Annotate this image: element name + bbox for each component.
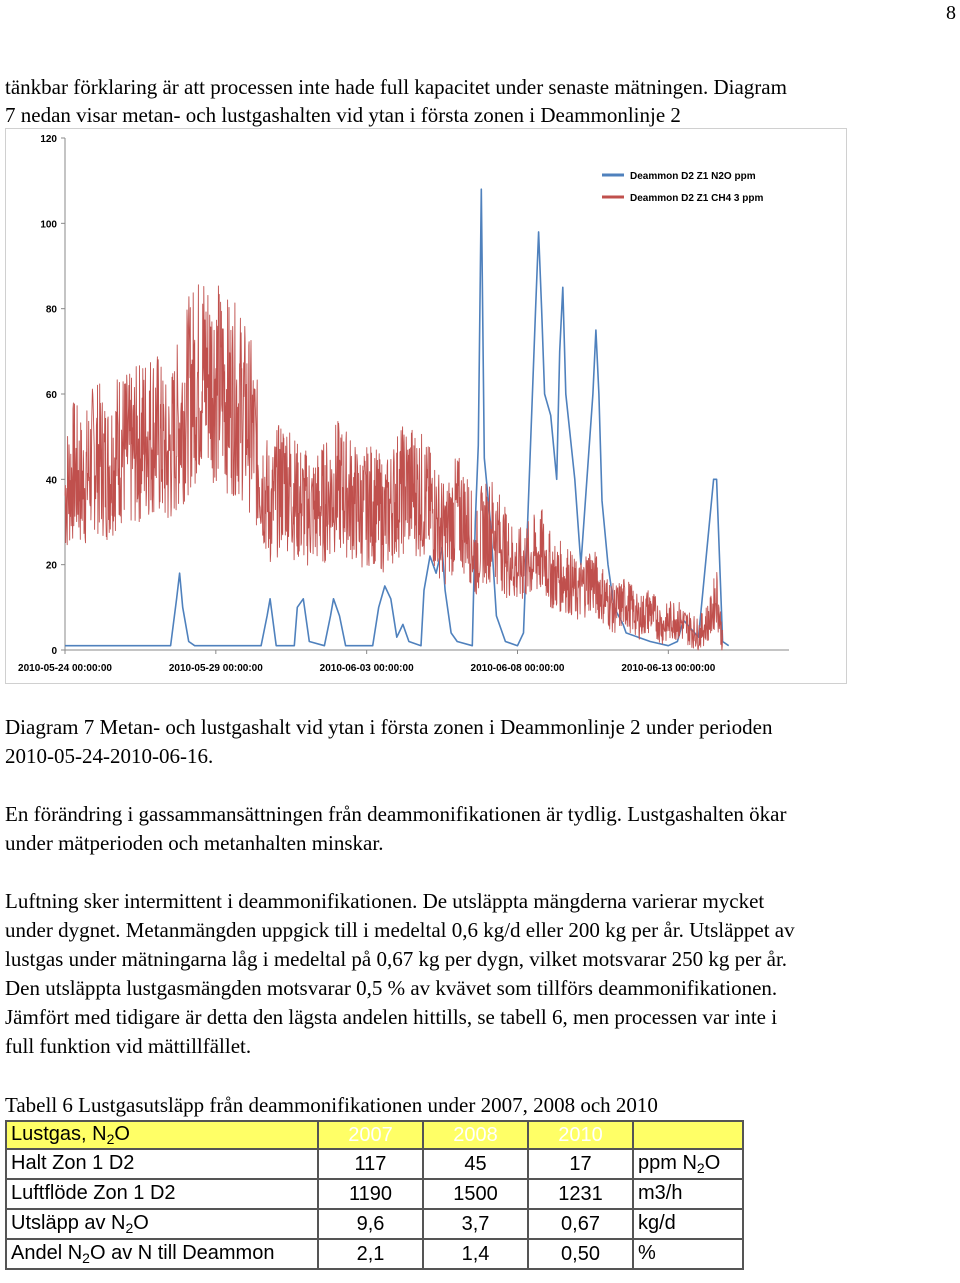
paragraph2-line-2: under dygnet. Metanmängden uppgick till i medeltal 0,6 kg/d eller 200 kg per år. Utsläppet av bbox=[5, 918, 795, 942]
legend-label: Deammon D2 Z1 CH4 3 ppm bbox=[630, 193, 764, 204]
x-tick-label: 2010-06-03 00:00:00 bbox=[319, 663, 414, 674]
cell-unit bbox=[633, 1149, 743, 1179]
header-label bbox=[6, 1121, 318, 1149]
header-label-sub: 2 bbox=[106, 1131, 115, 1147]
legend-label: Deammon D2 Z1 N2O ppm bbox=[630, 171, 756, 182]
cell-2008: 3,7 bbox=[423, 1209, 528, 1239]
row-label-sub: 2 bbox=[125, 1220, 134, 1236]
x-tick-label: 2010-06-13 00:00:00 bbox=[621, 663, 716, 674]
series-line bbox=[65, 285, 723, 650]
y-tick-label: 20 bbox=[45, 560, 57, 572]
y-tick-label: 0 bbox=[51, 646, 57, 657]
cell-2008: 1500 bbox=[423, 1179, 528, 1209]
x-tick-label: 2010-05-24 00:00:00 bbox=[18, 663, 112, 674]
caption-line-2: 2010-05-24-2010-06-16. bbox=[5, 744, 214, 768]
paragraph1-line-2: under mätperioden och metanhalten minskar. bbox=[5, 831, 384, 855]
methane-nitrous-oxide-chart bbox=[5, 128, 847, 684]
table-caption: Tabell 6 Lustgasutsläpp från deammonifikationen under 2007, 2008 och 2010 bbox=[5, 1093, 658, 1117]
table-header-row bbox=[6, 1121, 743, 1149]
y-tick-label: 80 bbox=[45, 304, 57, 316]
unit-post: O bbox=[704, 1152, 721, 1174]
unit-text: kg/d bbox=[638, 1212, 676, 1234]
row-label bbox=[6, 1239, 318, 1269]
row-label-text: Utsläpp av N bbox=[11, 1212, 126, 1234]
header-label-text: Lustgas, N bbox=[11, 1123, 107, 1145]
cell-2007: 1190 bbox=[318, 1179, 423, 1209]
paragraph2-line-6: full funktion vid mättillfället. bbox=[5, 1034, 252, 1058]
intro-line-1: tänkbar förklaring är att processen inte hade full kapacitet under senaste mätningen. Diagram bbox=[5, 75, 787, 99]
row-label bbox=[6, 1209, 318, 1239]
row-label-text: Luftflöde Zon 1 D2 bbox=[11, 1182, 176, 1204]
y-tick-label: 60 bbox=[45, 390, 57, 401]
cell-2010: 0,50 bbox=[528, 1239, 633, 1269]
paragraph2-line-1: Luftning sker intermittent i deammonifikationen. De utsläppta mängderna varierar mycket bbox=[5, 889, 765, 913]
row-label-text: Andel N bbox=[11, 1242, 83, 1264]
y-tick-label: 120 bbox=[40, 134, 57, 145]
cell-unit bbox=[633, 1209, 743, 1239]
y-tick-label: 40 bbox=[45, 475, 57, 487]
cell-2010: 0,67 bbox=[528, 1209, 633, 1239]
paragraph2-line-3: lustgas under mätningarna låg i medeltal på 0,67 kg per dygn, vilket motsvarar 250 kg per år. bbox=[5, 947, 788, 971]
header-year-2008: 2008 bbox=[423, 1121, 528, 1149]
unit-text: ppm N bbox=[638, 1152, 697, 1174]
nitrous-oxide-emission-table bbox=[5, 1120, 744, 1270]
cell-2007: 2,1 bbox=[318, 1239, 423, 1269]
table-row bbox=[6, 1239, 743, 1269]
x-tick-label: 2010-05-29 00:00:00 bbox=[168, 663, 263, 674]
cell-2010: 1231 bbox=[528, 1179, 633, 1209]
cell-2007: 9,6 bbox=[318, 1209, 423, 1239]
paragraph2-line-4: Den utsläppta lustgasmängden motsvarar 0,5 % av kvävet som tillförs deammonifikationen. bbox=[5, 976, 778, 1000]
row-label bbox=[6, 1149, 318, 1179]
x-tick-label: 2010-06-08 00:00:00 bbox=[470, 663, 565, 674]
row-label-sub: 2 bbox=[82, 1250, 90, 1266]
caption-line-1: Diagram 7 Metan- och lustgashalt vid ytan i första zonen i Deammonlinje 2 under perioden bbox=[5, 715, 773, 739]
row-label-text: Halt Zon 1 D2 bbox=[11, 1152, 135, 1174]
page-number: 8 bbox=[946, 2, 956, 24]
header-year-2007: 2007 bbox=[318, 1121, 423, 1149]
cell-2007: 117 bbox=[318, 1149, 423, 1179]
row-label-post: O bbox=[133, 1212, 149, 1234]
intro-line-2: 7 nedan visar metan- och lustgashalten vid ytan i första zonen i Deammonlinje 2 bbox=[5, 103, 681, 127]
row-label-post: O av N till Deammon bbox=[89, 1242, 275, 1264]
unit-text: % bbox=[638, 1242, 656, 1264]
series-line bbox=[65, 189, 729, 646]
header-year-2010: 2010 bbox=[528, 1121, 633, 1149]
table-row bbox=[6, 1209, 743, 1239]
cell-unit bbox=[633, 1239, 743, 1269]
header-unit bbox=[633, 1121, 743, 1149]
cell-unit bbox=[633, 1179, 743, 1209]
table-row bbox=[6, 1179, 743, 1209]
unit-text: m3/h bbox=[638, 1182, 683, 1204]
unit-sub: 2 bbox=[696, 1160, 705, 1176]
cell-2010: 17 bbox=[528, 1149, 633, 1179]
cell-2008: 45 bbox=[423, 1149, 528, 1179]
paragraph2-line-5: Jämfört med tidigare är detta den lägsta andelen hittills, se tabell 6, men processen var inte i bbox=[5, 1005, 778, 1029]
y-tick-label: 100 bbox=[40, 219, 57, 231]
paragraph1-line-1: En förändring i gassammansättningen från deammonifikationen är tydlig. Lustgashalten ökar bbox=[5, 802, 787, 826]
cell-2008: 1,4 bbox=[423, 1239, 528, 1269]
table-row bbox=[6, 1149, 743, 1179]
header-label-post: O bbox=[114, 1123, 130, 1145]
row-label bbox=[6, 1179, 318, 1209]
